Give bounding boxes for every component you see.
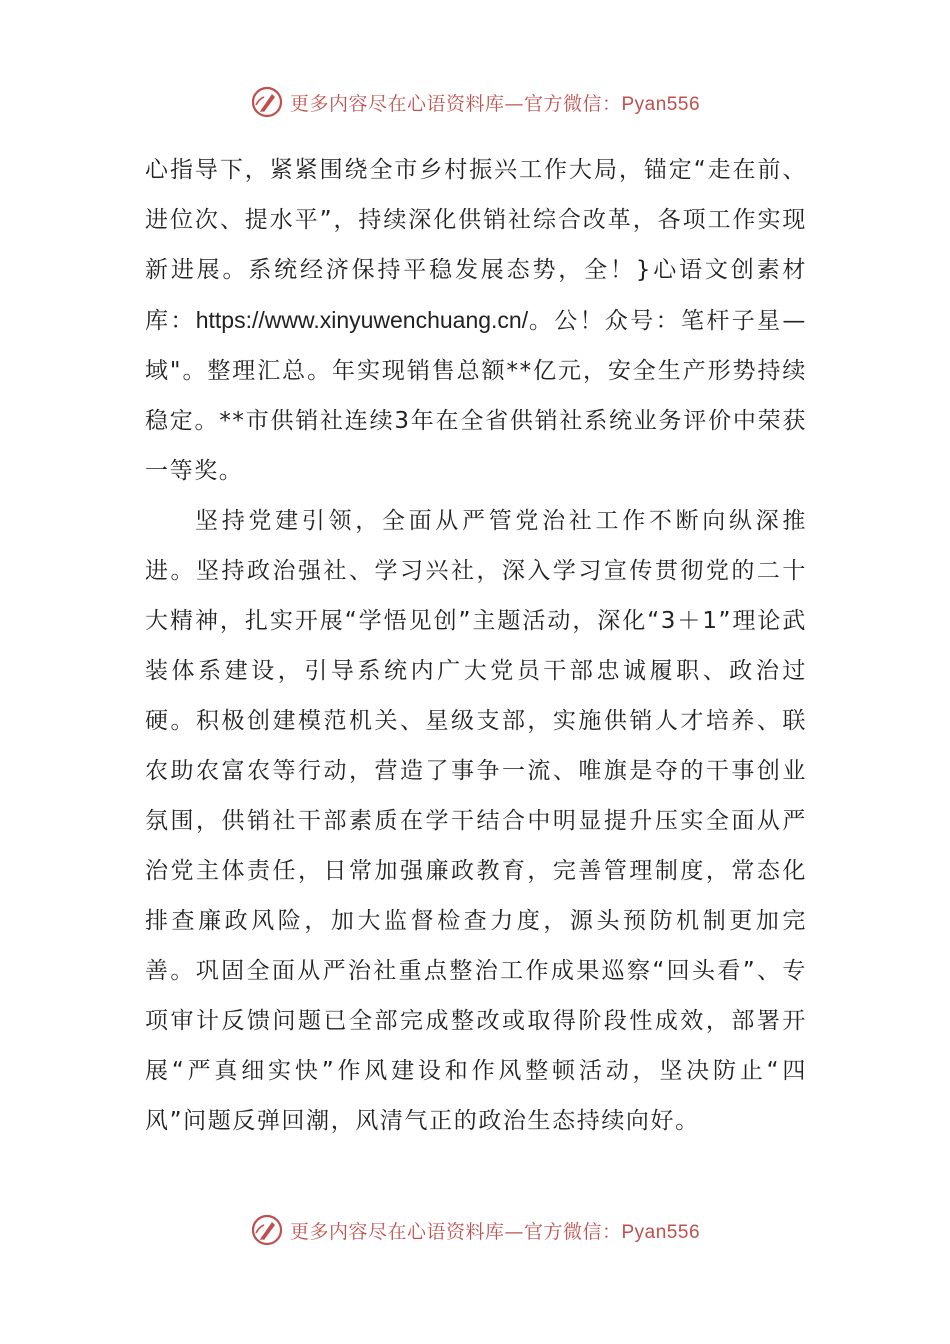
footer-brand-text: 更多内容尽在心语资料库—官方微信： bbox=[289, 1220, 622, 1243]
paragraph-1-part-a: 心指导下，紧紧围绕全市乡村振兴工作大局，锚定“走在前、进位次、提水平”，持续深化供销社综合改革，各项工作实现新进展。系统经济保持平稳发展态势，全！}心语文创素材库： bbox=[145, 157, 807, 334]
footer-watermark-text bbox=[290, 1217, 700, 1244]
header-watermark-banner bbox=[0, 82, 950, 122]
header-watermark-text bbox=[290, 89, 700, 116]
footer-contact-id: Pyan556 bbox=[621, 1221, 701, 1243]
paragraph-2: 坚持党建引领，全面从严管党治社工作不断向纵深推进。坚持政治强社、学习兴社，深入学习宣传贯彻党的二十大精神，扎实开展“学悟见创”主题活动，深化“3＋1”理论武装体系建设，引导系统内广大党员干部忠诚履职、政治过硬。积极创建模范机关、星级支部，实施供销人才培养、联农助农富农等行动，营造了事争一流、唯旗是夺的干事创业氛围，供销社干部素质在学干结合中明显提升压实全面从严治党主体责任，日常加强廉政教育，完善管理制度，常态化排查廉政风险，加大监督检查力度，源头预防机制更加完善。巩固全面从严治社重点整治工作成果巡察“回头看”、专项审计反馈问题已全部完成整改或取得阶段性成效，部署开展“严真细实快”作风建设和作风整顿活动，坚决防止“四风”问题反弹回潮，风清气正的政治生态持续向好。 bbox=[145, 508, 807, 1134]
paragraph-1-part-b: 。公！众号：笔杆子星—域"。整理汇总。年实现销售总额**亿元，安全生产形势持续稳定。**市供销社连续3年在全省供销社系统业务评价中荣获一等奖。 bbox=[145, 308, 808, 484]
pen-nib-icon bbox=[250, 1213, 284, 1247]
pen-nib-icon bbox=[250, 85, 284, 119]
footer-watermark-banner bbox=[0, 1210, 950, 1250]
header-contact-id: Pyan556 bbox=[621, 93, 701, 115]
paragraph-1 bbox=[145, 145, 807, 496]
paragraph-1-url: https://www.xinyuwenchuang.cn/ bbox=[195, 307, 529, 333]
header-brand-text: 更多内容尽在心语资料库—官方微信： bbox=[289, 92, 622, 115]
document-body bbox=[145, 145, 807, 1146]
